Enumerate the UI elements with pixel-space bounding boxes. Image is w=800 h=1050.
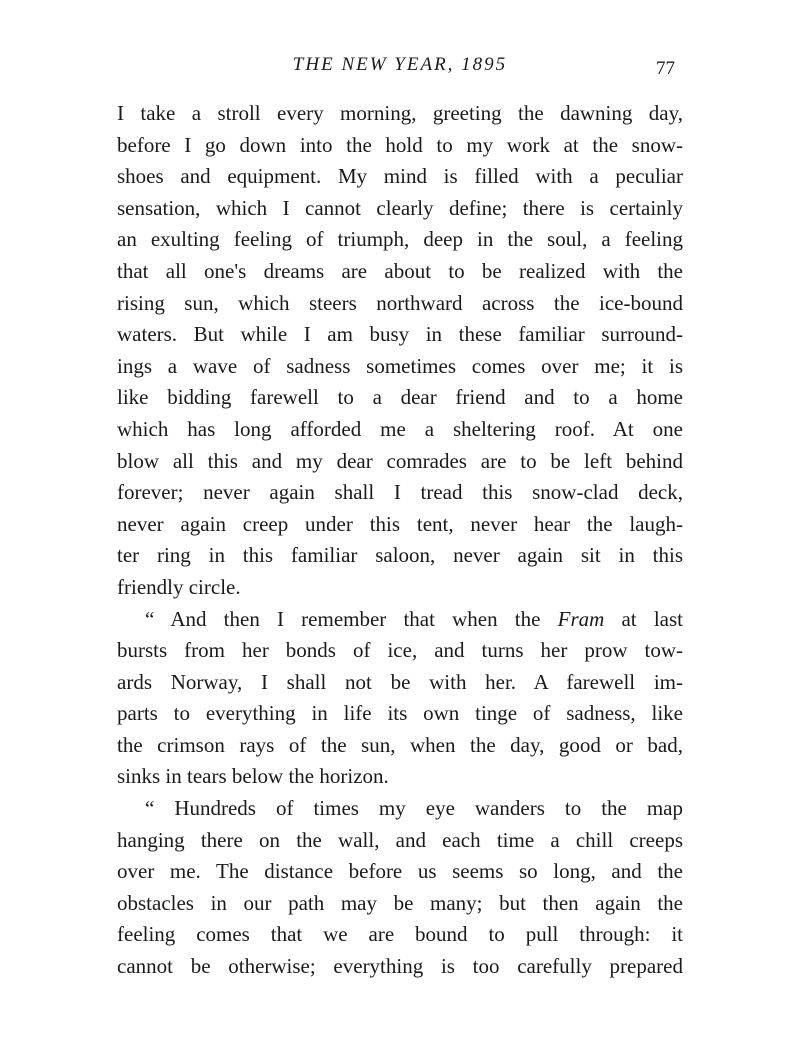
text-line: over me. The distance before us seems so long, and the: [117, 859, 683, 884]
text-line: sinks in tears below the horizon.: [117, 764, 389, 789]
body-text: [117, 98, 683, 983]
text-line: rising sun, which steers northward across the ice-bound: [117, 290, 683, 315]
text-line: parts to everything in life its own tinge of sadness, like: [117, 701, 683, 726]
text-line: sensation, which I cannot clearly define; there is certainly: [117, 195, 683, 220]
text-line: the crimson rays of the sun, when the day, good or bad,: [117, 732, 683, 757]
text-line: cannot be otherwise; everything is too carefully prepared: [117, 954, 683, 979]
paragraph-1: [117, 98, 683, 604]
text-line: friendly circle.: [117, 574, 241, 599]
text-line: shoes and equipment. My mind is filled with a peculiar: [117, 164, 683, 189]
paragraph-3: [117, 793, 683, 983]
text-line: forever; never again shall I tread this snow-clad deck,: [117, 480, 683, 505]
page-number: 77: [656, 58, 675, 79]
text-line: that all one's dreams are about to be realized with the: [117, 258, 683, 283]
text-line: ter ring in this familiar saloon, never again sit in this: [117, 543, 683, 568]
text-run: “ And then I remember that when the: [145, 606, 558, 631]
text-line: “ Hundreds of times my eye wanders to the map: [145, 796, 683, 821]
text-line: feeling comes that we are bound to pull through: it: [117, 922, 683, 947]
text-line: hanging there on the wall, and each time a chill creeps: [117, 827, 683, 852]
text-line: I take a stroll every morning, greeting the dawning day,: [117, 101, 683, 125]
text-line: obstacles in our path may be many; but then again the: [117, 890, 683, 915]
running-head: [0, 54, 800, 84]
text-line: ards Norway, I shall not be with her. A farewell im-: [117, 669, 683, 694]
text-line: ings a wave of sadness sometimes comes over me; it is: [117, 353, 683, 378]
text-line: waters. But while I am busy in these familiar surround-: [117, 322, 683, 347]
text-run: at last: [604, 606, 683, 631]
ship-name-fram: Fram: [557, 606, 605, 631]
running-title: THE NEW YEAR, 1895: [292, 54, 508, 75]
text-line: never again creep under this tent, never hear the laugh-: [117, 511, 683, 536]
text-line: [117, 604, 683, 636]
text-line: before I go down into the hold to my work at the snow-: [117, 132, 683, 157]
paragraph-2: [117, 604, 683, 794]
text-line: blow all this and my dear comrades are to be left behind: [117, 448, 683, 473]
text-line: bursts from her bonds of ice, and turns her prow tow-: [117, 638, 683, 663]
text-line: an exulting feeling of triumph, deep in the soul, a feeling: [117, 227, 683, 252]
text-line: which has long afforded me a sheltering roof. At one: [117, 416, 683, 441]
text-line: like bidding farewell to a dear friend and to a home: [117, 385, 683, 410]
